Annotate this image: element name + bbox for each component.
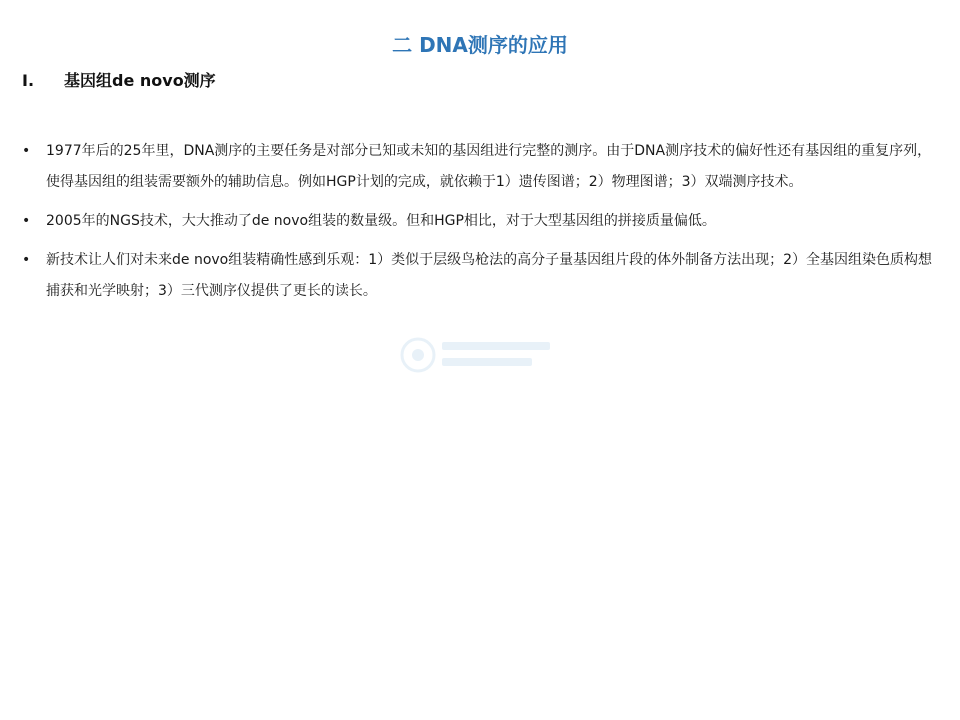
slide-title: 二 DNA测序的应用 — [392, 33, 568, 57]
bullet-marker: • — [22, 213, 31, 229]
list-item — [22, 245, 937, 307]
watermark-logo-icon — [398, 330, 558, 380]
bullet-text: 2005年的NGS技术，大大推动了de novo组装的数量级。但和HGP相比，对于大型基因组的拼接质量偏低。 — [46, 213, 716, 229]
bullet-text: 新技术让人们对未来de novo组装精确性感到乐观：1）类似于层级鸟枪法的高分子量基因组片段的体外制备方法出现；2）全基因组染色质构想捕获和光学映射；3）三代测序仪提供了更长的读长。 — [46, 252, 933, 299]
list-item — [22, 136, 937, 198]
list-item — [22, 206, 937, 237]
section-number: I. — [22, 71, 35, 90]
bullet-marker: • — [22, 143, 31, 159]
bullet-marker: • — [22, 252, 31, 268]
bullet-text: 1977年后的25年里，DNA测序的主要任务是对部分已知或未知的基因组进行完整的测序。由于DNA测序技术的偏好性还有基因组的重复序列，使得基因组的组装需要额外的辅助信息。例如HGP计划的完成，就依赖于1）遗传图谱；2）物理图谱；3）双端测序技术。 — [46, 143, 932, 190]
bullet-list — [22, 136, 937, 315]
section-heading — [22, 68, 216, 94]
section-heading-text: 基因组de novo测序 — [64, 71, 216, 90]
